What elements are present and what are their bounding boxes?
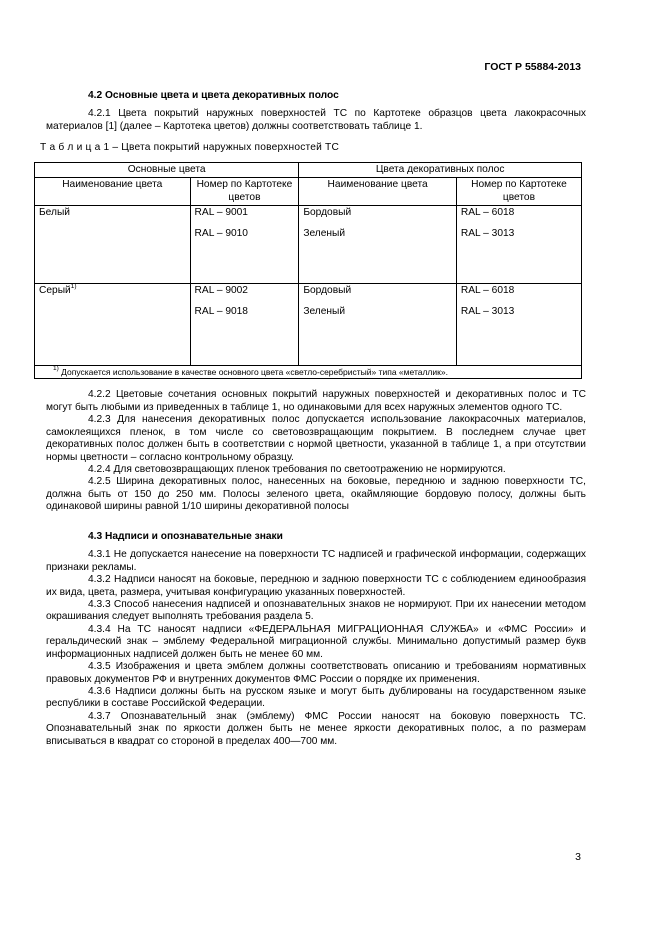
paragraph-4-3-5: 4.3.5 Изображения и цвета эмблем должны соответствовать описанию и требованиям нормативных правовых документов РФ и внутренних документов ФМС России о порядке их применения. (46, 661, 586, 685)
col-header-name: Наименование цвета (35, 178, 191, 206)
table-group-header-row (35, 162, 582, 177)
group-stripe-colors: Цвета декоративных полос (299, 162, 582, 177)
table-column-header-row (35, 178, 582, 206)
table-footnote: $^{1)}$ Допускается использование в качестве основного цвета «светло-серебристый» типа «металлик». (35, 366, 582, 379)
paragraph-4-3-7: 4.3.7 Опознавательный знак (эмблему) ФМС России наносят на боковую поверхность ТС. Опознавательный знак по яркости должен быть не менее яркости декоративных полос, а по размерам вписываться в квадрат со стороной в пределах 400—700 мм. (46, 710, 586, 747)
paragraph-4-2-3: 4.2.3 Для нанесения декоративных полос допускается использование лакокрасочных материалов, самоклеящихся пленок, в том числе со световозвращающим покрытием. В последнем случае цвет декоративных полос должен быть в соответствии с нормой цветности, указанной в таблице 1, а при отсутствии нормы цветности – согласно контрольному образцу. (46, 414, 586, 463)
cell-stripe-codes: RAL – 6018 RAL – 3013 (456, 284, 581, 366)
paragraph-4-3-4: 4.3.4 На ТС наносят надписи «ФЕДЕРАЛЬНАЯ МИГРАЦИОННАЯ СЛУЖБА» и «ФМС России» и геральдический знак – эмблему Федеральной миграционной службы. Минимально допустимый размер букв информационных надписей должен быть не менее 60 мм. (46, 623, 586, 660)
table-footnote-row (35, 366, 582, 379)
section-4-2-heading: 4.2 Основные цвета и цвета декоративных полос (88, 90, 339, 101)
document-header: ГОСТ Р 55884-2013 (484, 61, 581, 73)
paragraph-4-2-1: 4.2.1 Цвета покрытий наружных поверхностей ТС по Картотеке образцов цвета лакокрасочных материалов [1] (далее – Картотека цветов) должны соответствовать таблице 1. (46, 108, 586, 132)
table-caption: Т а б л и ц а 1 – Цвета покрытий наружных поверхностей ТС (40, 142, 340, 154)
cell-stripe-names: Бордовый Зеленый (299, 284, 457, 366)
table-row (35, 206, 582, 284)
cell-main-codes: RAL – 9001 RAL – 9010 (190, 206, 299, 284)
page-number: 3 (575, 851, 581, 863)
cell-main-codes: RAL – 9002 RAL – 9018 (190, 284, 299, 366)
cell-main-name: Серый$^{1)}$ (35, 284, 191, 366)
paragraph-4-3-1: 4.3.1 Не допускается нанесение на поверхности ТС надписей и графической информации, содержащих признаки рекламы. (46, 549, 586, 573)
section-4-3-heading: 4.3 Надписи и опознавательные знаки (88, 530, 283, 542)
page-content (39, 90, 586, 748)
col-header-stripe-name: Наименование цвета (299, 178, 457, 206)
footnote-ref: 1) (70, 283, 77, 291)
table-row (35, 284, 582, 366)
cell-main-name: Белый (35, 206, 191, 284)
cell-stripe-codes: RAL – 6018 RAL – 3013 (456, 206, 581, 284)
col-header-number: Номер по Картотеке цветов (190, 178, 299, 206)
paragraph-4-3-6: 4.3.6 Надписи должны быть на русском языке и могут быть дублированы на государственном языке республики в составе Российской Федерации. (46, 686, 586, 710)
cell-stripe-names: Бордовый Зеленый (299, 206, 457, 284)
col-header-stripe-number: Номер по Картотеке цветов (456, 178, 581, 206)
paragraph-4-2-2: 4.2.2 Цветовые сочетания основных покрытий наружных поверхностей и декоративных полос и ТС могут быть любыми из приведенных в таблице 1, но одинаковыми для всех наружных элементов одного ТС. (46, 389, 586, 413)
group-main-colors: Основные цвета (35, 162, 299, 177)
colors-table (34, 162, 582, 380)
paragraph-4-3-3: 4.3.3 Способ нанесения надписей и опознавательных знаков не нормируют. При их нанесении методом окрашивания следует выполнять требования раздела 5. (46, 598, 586, 623)
paragraph-4-2-4: 4.2.4 Для световозвращающих пленок требования по светоотражению не нормируются. (88, 464, 506, 476)
paragraph-4-3-2: 4.3.2 Надписи наносят на боковые, переднюю и заднюю поверхности ТС с соблюдением единообразия их вида, цвета, размера, учитывая конфигурацию указанных поверхностей. (46, 574, 586, 598)
paragraph-4-2-5: 4.2.5 Ширина декоративных полос, нанесенных на боковые, переднюю и заднюю поверхности ТС, должна быть от 150 до 250 мм. Полосы зеленого цвета, окаймляющие бордовую полосу, должны быть одинаковой ширины равной 1/10 ширины декоративной полосы (46, 476, 586, 513)
